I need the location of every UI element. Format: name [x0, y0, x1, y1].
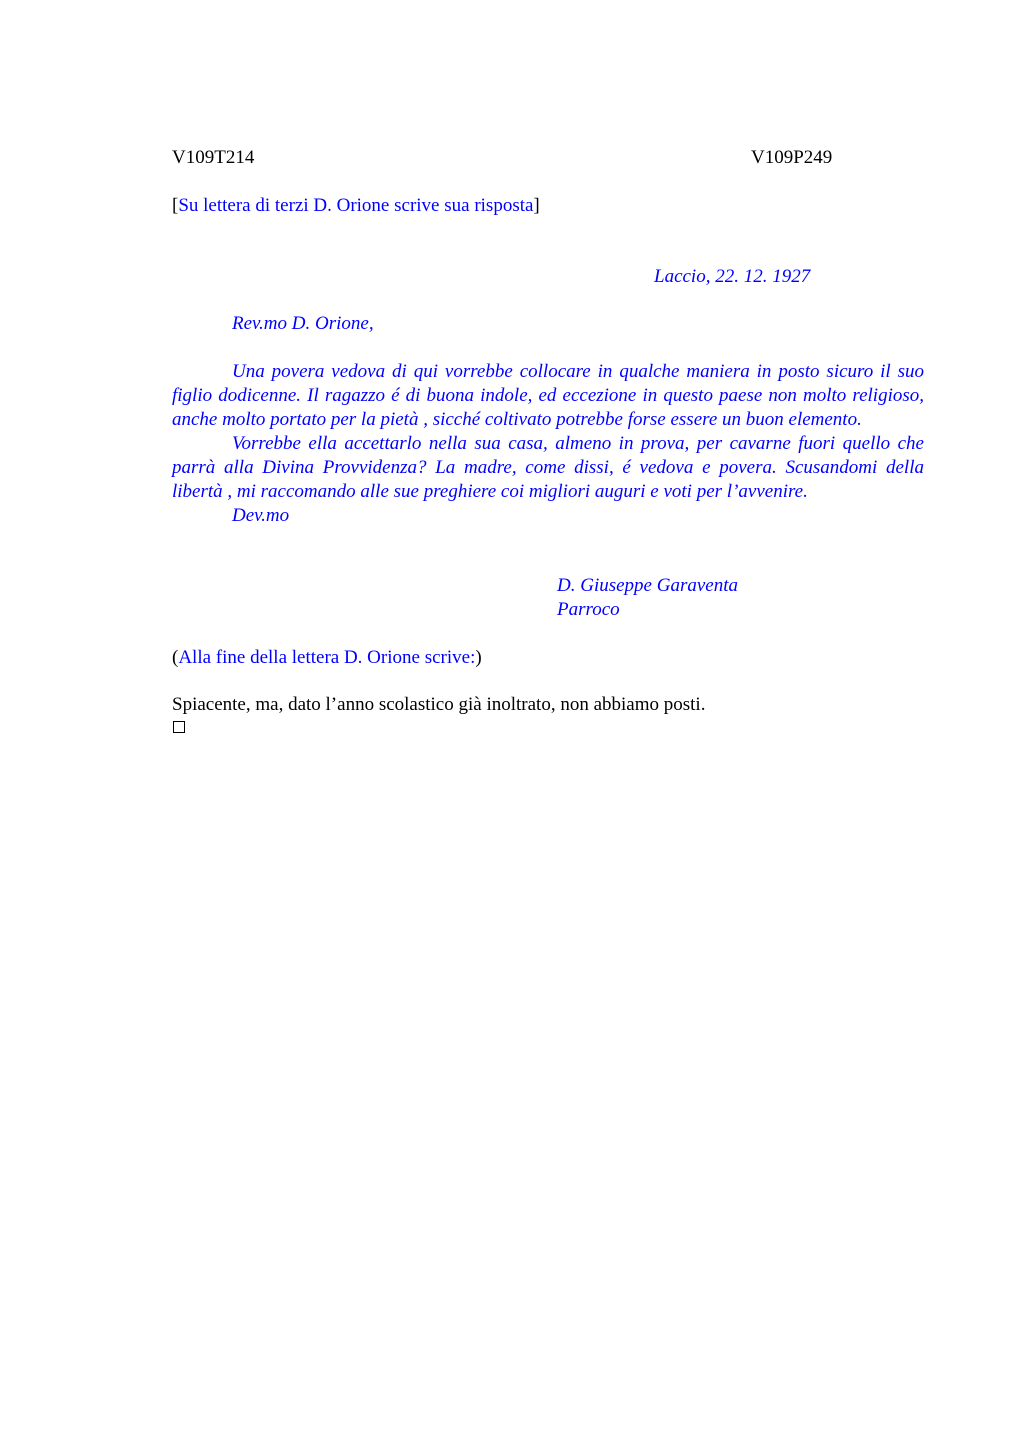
- letter-closing: Dev.mo: [232, 505, 290, 526]
- closing-note: [172, 646, 482, 670]
- editor-note-close-bracket: ]: [533, 195, 540, 216]
- letter-paragraph-1: Una povera vedova di qui vorrebbe collocare in qualche maniera in posto sicuro il suo figlio dodicenne. Il ragazzo é di buona indole, ed eccezione in questo paese non molto religioso, anche molto portato per la pietà , sicché coltivato potrebbe forse essere un buon elemento.: [172, 361, 924, 430]
- document-code-left: V109T214: [172, 147, 255, 168]
- letter-body: [172, 360, 924, 528]
- letter-date: Laccio, 22. 12. 1927: [654, 266, 811, 287]
- document-code-right: V109P249: [751, 147, 833, 168]
- closing-note-close-paren: ): [475, 647, 482, 668]
- letter-paragraph-2: Vorrebbe ella accettarlo nella sua casa, almeno in prova, per cavarne fuori quello che parrà alla Divina Provvidenza? La madre, come dissi, é vedova e povera. Scusandomi della libertà , mi raccomando alle sue preghiere coi migliori auguri e voti per l’avvenire.: [172, 433, 924, 502]
- editor-note-text: Su lettera di terzi D. Orione scrive sua risposta: [178, 195, 534, 216]
- square-outline-icon: [173, 721, 185, 733]
- orione-reply: Spiacente, ma, dato l’anno scolastico già inoltrato, non abbiamo posti.: [172, 694, 706, 715]
- editor-note-open-bracket: [: [172, 195, 179, 216]
- closing-note-text: Alla fine della lettera D. Orione scrive:: [178, 647, 476, 668]
- letter-salutation: Rev.mo D. Orione,: [232, 313, 374, 334]
- editor-note: [172, 194, 540, 218]
- signature-name: D. Giuseppe Garaventa: [557, 575, 738, 596]
- closing-note-open-paren: (: [172, 647, 179, 668]
- signature-role: Parroco: [557, 599, 620, 620]
